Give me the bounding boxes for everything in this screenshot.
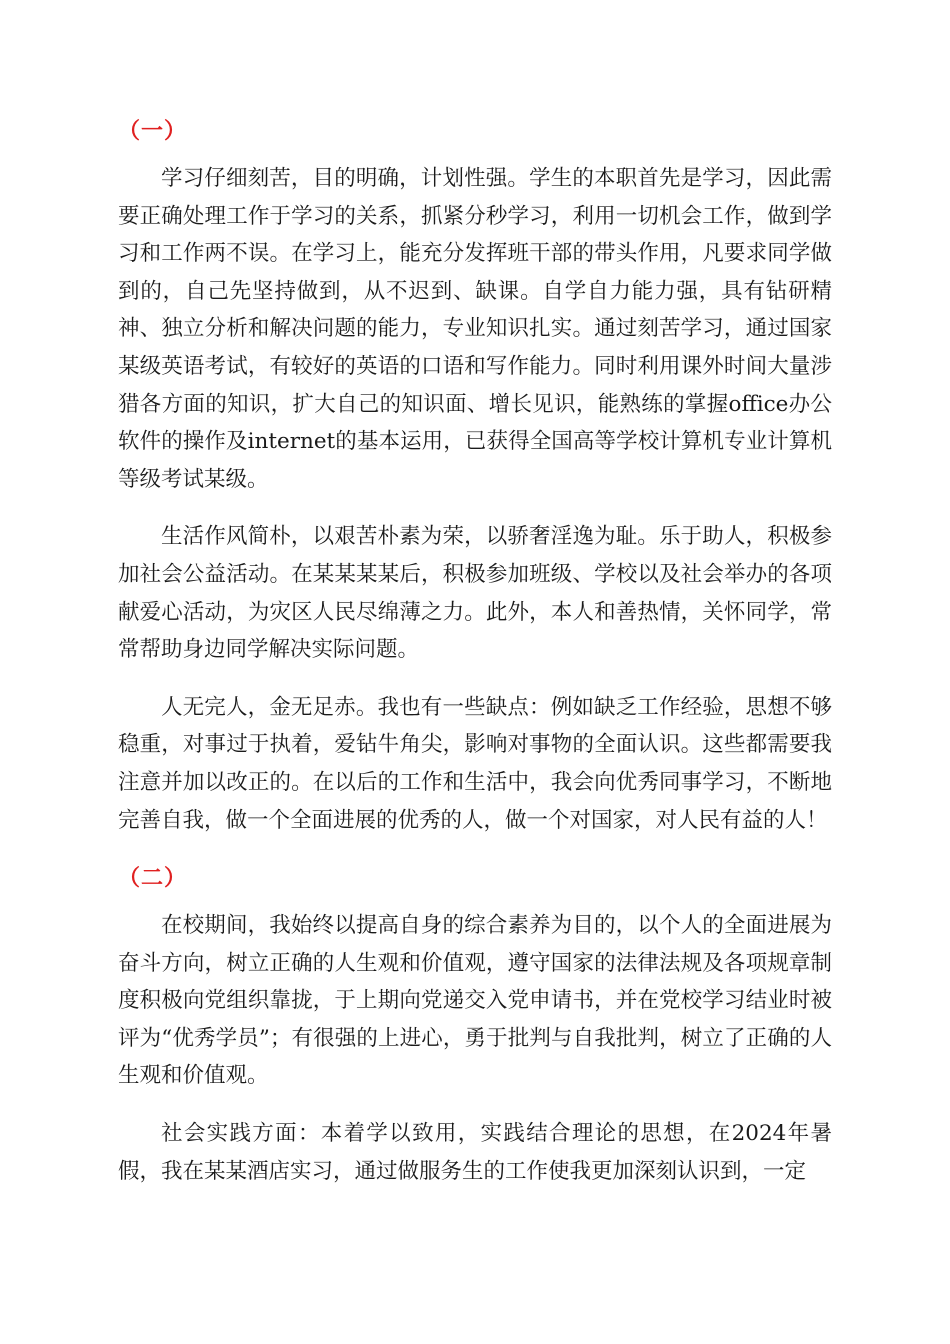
paragraph-1-2: 生活作风简朴，以艰苦朴素为荣，以骄奢淫逸为耻。乐于助人，积极参加社会公益活动。在某某某某后，积极参加班级、学校以及社会举办的各项献爱心活动，为灾区人民尽绵薄之力。此外，本人和善热情，关怀同学，常常帮助身边同学解决实际问题。 bbox=[118, 524, 832, 663]
section-heading-1: （一） bbox=[118, 118, 188, 144]
paragraph-1-3: 人无完人，金无足赤。我也有一些缺点：例如缺乏工作经验，思想不够稳重，对事过于执着，爱钻牛角尖，影响对事物的全面认识。这些都需要我注意并加以改正的。在以后的工作和生活中，我会向优秀同事学习，不断地完善自我，做一个全面进展的优秀的人，做一个对国家，对人民有益的人！ bbox=[118, 694, 832, 833]
paragraph-2-1: 在校期间，我始终以提高自身的综合素养为目的，以个人的全面进展为奋斗方向，树立正确的人生观和价值观，遵守国家的法律法规及各项规章制度积极向党组织靠拢，于上期向党递交入党申请书，并在党校学习结业时被评为“优秀学员”；有很强的上进心，勇于批判与自我批判，树立了正确的人生观和价值观。 bbox=[118, 913, 832, 1089]
paragraph-1-1: 学习仔细刻苦，目的明确，计划性强。学生的本职首先是学习，因此需要正确处理工作于学习的关系，抓紧分秒学习，利用一切机会工作，做到学习和工作两不误。在学习上，能充分发挥班干部的带头作用，凡要求同学做到的，自己先坚持做到，从不迟到、缺课。自学自力能力强，具有钻研精神、独立分析和解决问题的能力，专业知识扎实。通过刻苦学习，通过国家某级英语考试，有较好的英语的口语和写作能力。同时利用课外时间大量涉猎各方面的知识，扩大自己的知识面、增长见识，能熟练的掌握office办公软件的操作及internet的基本运用，已获得全国高等学校计算机专业计算机等级考试某级。 bbox=[118, 166, 832, 492]
document-page bbox=[118, 112, 832, 1190]
section-heading-2: （二） bbox=[118, 865, 188, 892]
paragraph-2-2: 社会实践方面：本着学以致用，实践结合理论的思想，在2024年暑假，我在某某酒店实习，通过做服务生的工作使我更加深刻认识到，一定 bbox=[118, 1121, 832, 1184]
